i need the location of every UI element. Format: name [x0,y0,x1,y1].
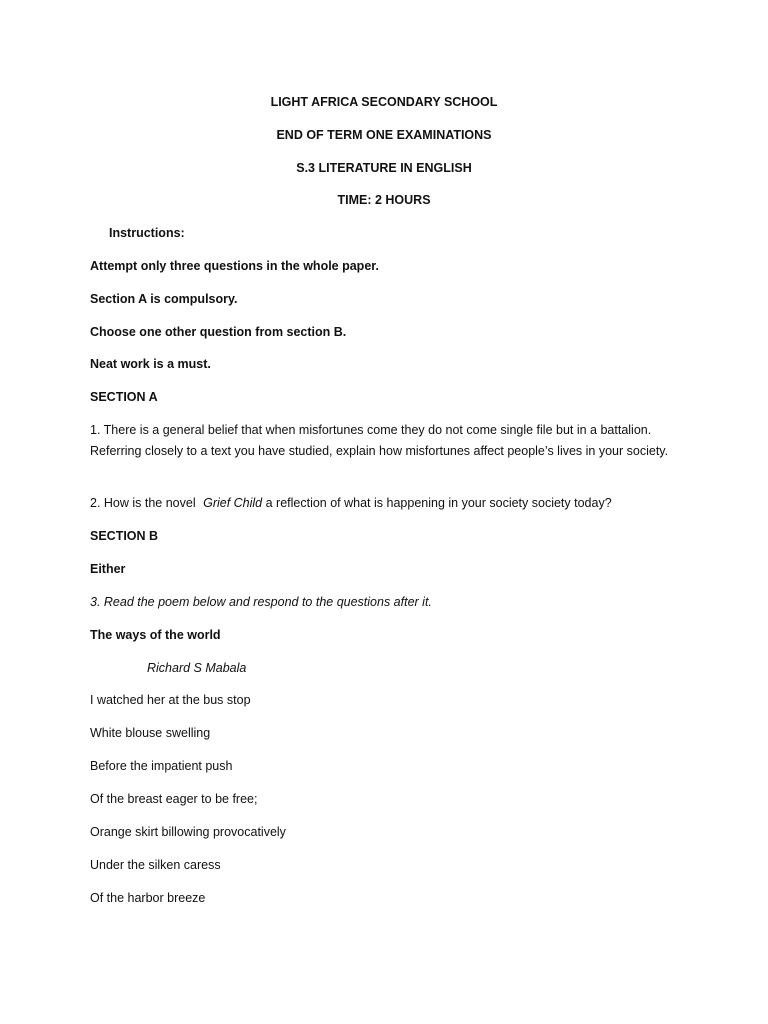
poem-line: White blouse swelling [90,726,211,740]
instruction-item: Neat work is a must. [90,357,211,371]
question-1: 1. There is a general belief that when misfortunes come they do not come single file but in a battalion. Referring closely to a text you have studied, explain how misfortunes affect people’s lives in your society. [90,423,669,458]
question-2-prefix: 2. How is the novel [90,496,200,510]
school-name: LIGHT AFRICA SECONDARY SCHOOL [270,95,498,109]
novel-title: Grief Child [203,496,263,510]
instructions-heading: Instructions: [109,226,185,240]
poem-author: Richard S Mabala [147,661,247,675]
instruction-item: Section A is compulsory. [90,292,238,306]
poem-line: Orange skirt billowing provocatively [90,825,286,839]
poem-line: Of the harbor breeze [90,891,206,905]
question-2 [90,495,612,511]
exam-title: END OF TERM ONE EXAMINATIONS [276,128,492,142]
poem-line: Before the impatient push [90,759,233,773]
poem-line: Of the breast eager to be free; [90,792,258,806]
section-b-heading: SECTION B [90,529,159,543]
subject-title: S.3 LITERATURE IN ENGLISH [296,161,472,175]
section-a-heading: SECTION A [90,390,158,404]
poem-line: I watched her at the bus stop [90,693,251,707]
question-2-suffix: a reflection of what is happening in your society society today? [262,496,612,510]
poem-title: The ways of the world [90,628,221,642]
time-allowed: TIME: 2 HOURS [337,193,431,207]
instruction-item: Choose one other question from section B. [90,325,347,339]
question-3: 3. Read the poem below and respond to the questions after it. [90,595,432,609]
either-label: Either [90,562,126,576]
instruction-item: Attempt only three questions in the whole paper. [90,259,379,273]
poem-line: Under the silken caress [90,858,221,872]
